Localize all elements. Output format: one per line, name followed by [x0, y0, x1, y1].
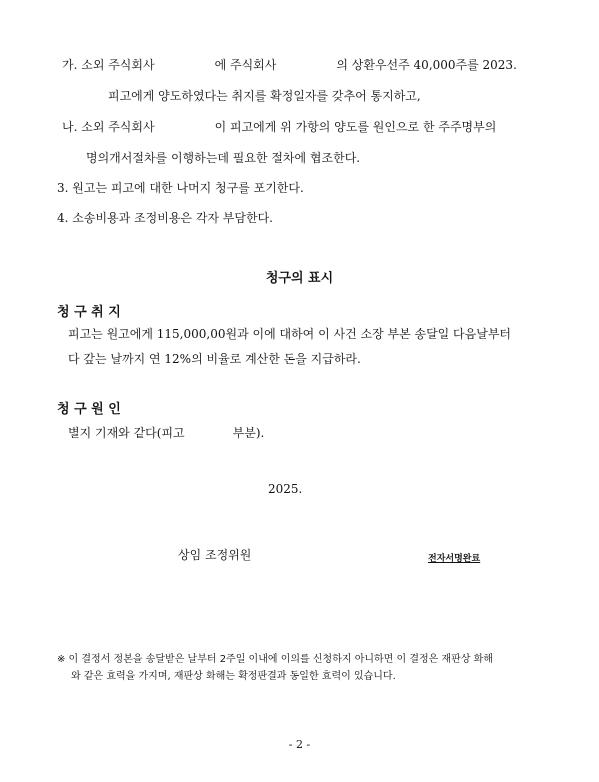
page-number: - 2 -	[288, 738, 311, 751]
claim-cause-heading: 청 구 원 인	[57, 402, 121, 417]
order-item-4: 4. 소송비용과 조정비용은 각자 부담한다.	[57, 211, 273, 225]
order-item-3: 3. 원고는 피고에 대한 나머지 청구를 포기한다.	[57, 181, 304, 195]
claim-purpose-line2: 다 갚는 날까지 연 12%의 비율로 계산한 돈을 지급하라.	[68, 352, 361, 366]
order-item-na-line1: 나. 소외 주식회사 이 피고에게 위 가항의 양도를 원인으로 한 주주명부의	[62, 120, 497, 134]
notice-line2: 와 같은 효력을 가지며, 재판상 화해는 확정판결과 동일한 효력이 있습니다.	[71, 671, 396, 682]
notice-line1: ※ 이 결정서 정본을 송달받은 날부터 2주일 이내에 이의를 신청하지 아니하면 이 결정은 재판상 화해	[57, 654, 493, 665]
claim-purpose-line1: 피고는 원고에게 115,000,00원과 이에 대하여 이 사건 소장 부본 송달일 다음날부터	[68, 327, 512, 341]
order-item-ga-line1: 가. 소외 주식회사 에 주식회사 의 상환우선주 40,000주를 2023.	[62, 58, 517, 72]
decision-date: 2025.	[268, 482, 303, 496]
order-item-ga-line2: 피고에게 양도하였다는 취지를 확정일자를 갖추어 통지하고,	[108, 89, 421, 103]
claim-purpose-heading: 청 구 취 지	[57, 305, 121, 320]
claim-cause-text: 별지 기재와 같다(피고 부분).	[68, 426, 265, 440]
e-signature-stamp: 전자서명완료	[428, 554, 481, 564]
committee-member-title: 상임 조정위원	[178, 548, 252, 562]
order-item-na-line2: 명의개서절차를 이행하는데 필요한 절차에 협조한다.	[86, 151, 361, 165]
claim-display-title: 청구의 표시	[265, 271, 334, 286]
